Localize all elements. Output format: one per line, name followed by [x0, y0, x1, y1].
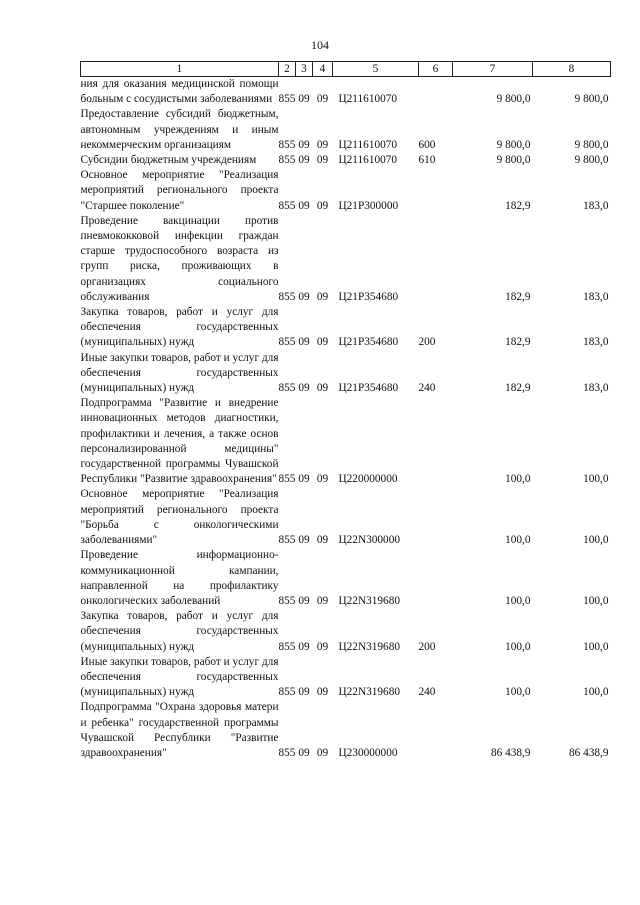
table-row — [81, 396, 611, 487]
cell-expense-type — [419, 548, 453, 609]
table-row — [81, 655, 611, 701]
cell-amount-year-1: 100,0 — [505, 594, 531, 607]
cell-amount-year-2: 9 800,0 — [574, 93, 609, 106]
cell-amount-year-1: 182,9 — [505, 336, 531, 349]
row-name: Основное мероприятие "Реализация мероприятий регионального проекта "Старшее поколение" — [80, 169, 279, 212]
cell-amount-year-1: 9 800,0 — [496, 138, 531, 151]
cell-target-article: Ц230000000 — [338, 746, 398, 759]
cell-section: 09 — [298, 199, 310, 212]
column-header: 7 — [453, 62, 533, 77]
cell-subsection: 09 — [316, 154, 329, 167]
cell-target-article: Ц211610070 — [338, 93, 398, 106]
column-header: 3 — [296, 62, 313, 77]
cell-ministry: 855 — [278, 686, 296, 699]
cell-target-article: Ц22N319680 — [338, 640, 401, 653]
cell-target-article: Ц211610070 — [338, 154, 398, 167]
row-name: Закупка товаров, работ и услуг для обеспечения государственных (муниципальных) нужд — [80, 610, 279, 653]
cell-amount-year-1: 9 800,0 — [496, 93, 531, 106]
cell-section: 09 — [298, 594, 310, 607]
cell-ministry: 855 — [278, 746, 296, 759]
table-row — [81, 609, 611, 655]
cell-target-article: Ц22N300000 — [338, 534, 401, 547]
cell-target-article: Ц21P354680 — [338, 382, 399, 395]
cell-expense-type — [419, 214, 453, 305]
table-row — [81, 700, 611, 761]
cell-target-article: Ц21P354680 — [338, 336, 399, 349]
cell-section: 09 — [298, 138, 310, 151]
cell-ministry: 855 — [278, 199, 296, 212]
cell-section: 09 — [298, 154, 310, 167]
cell-expense-type: 200 — [418, 336, 436, 349]
cell-amount-year-2: 100,0 — [583, 594, 609, 607]
cell-amount-year-2: 183,0 — [583, 336, 609, 349]
cell-ministry: 855 — [278, 594, 296, 607]
cell-expense-type — [419, 396, 453, 487]
cell-amount-year-2: 100,0 — [583, 473, 609, 486]
cell-ministry: 855 — [278, 138, 296, 151]
table-row — [81, 305, 611, 351]
row-name: Основное мероприятие "Реализация мероприятий регионального проекта "Борьба с онкологическими заболеваниями" — [80, 488, 279, 547]
cell-amount-year-2: 100,0 — [583, 640, 609, 653]
cell-section: 09 — [298, 93, 310, 106]
cell-amount-year-2: 183,0 — [583, 290, 609, 303]
row-name: Предоставление субсидий бюджетным, автономным учреждениям и иным некоммерческим организациям — [80, 108, 279, 151]
cell-amount-year-2: 86 438,9 — [568, 746, 609, 759]
cell-amount-year-1: 9 800,0 — [496, 154, 531, 167]
cell-section: 09 — [298, 382, 310, 395]
cell-section: 09 — [298, 746, 310, 759]
cell-subsection: 09 — [316, 290, 329, 303]
cell-subsection: 09 — [316, 336, 329, 349]
row-name: Иные закупки товаров, работ и услуг для обеспечения государственных (муниципальных) нужд — [80, 655, 279, 699]
cell-expense-type: 200 — [418, 640, 436, 653]
column-header: 6 — [419, 62, 453, 77]
cell-section: 09 — [298, 640, 310, 653]
row-name: Субсидии бюджетным учреждениям — [80, 154, 257, 167]
table-row — [81, 214, 611, 305]
cell-expense-type: 240 — [418, 686, 436, 699]
cell-expense-type: 240 — [418, 382, 436, 395]
cell-section: 09 — [298, 686, 310, 699]
cell-amount-year-1: 182,9 — [505, 199, 531, 212]
cell-amount-year-1: 86 438,9 — [490, 746, 531, 759]
row-name: Подпрограмма "Развитие и внедрение инновационных методов диагностики, профилактики и лечения, а также основ персонализированной медицины" государственной программы Чувашской Республики "Развитие здравоохранения" — [80, 397, 279, 486]
cell-ministry: 855 — [278, 534, 296, 547]
cell-target-article: Ц21P354680 — [338, 290, 399, 303]
cell-target-article: Ц220000000 — [338, 473, 398, 486]
cell-target-article: Ц211610070 — [338, 138, 398, 151]
cell-subsection: 09 — [316, 199, 329, 212]
cell-section: 09 — [298, 336, 310, 349]
row-name: Проведение вакцинации против пневмококковой инфекции граждан старше трудоспособного возраста из групп риска, проживающих в организациях социального обслуживания — [80, 214, 279, 303]
row-name: ния для оказания медицинской помощи больным с сосудистыми заболеваниями — [80, 78, 279, 106]
cell-expense-type: 610 — [418, 154, 436, 167]
cell-section: 09 — [298, 290, 310, 303]
cell-ministry: 855 — [278, 336, 296, 349]
cell-expense-type: 600 — [418, 138, 436, 151]
cell-expense-type — [419, 77, 453, 108]
table-body — [81, 77, 611, 762]
cell-subsection: 09 — [316, 640, 329, 653]
table-row — [81, 107, 611, 153]
cell-expense-type — [419, 700, 453, 761]
cell-amount-year-2: 9 800,0 — [574, 154, 609, 167]
cell-amount-year-1: 182,9 — [505, 382, 531, 395]
cell-target-article: Ц21P300000 — [338, 199, 399, 212]
row-name: Проведение информационно-коммуникационной кампании, направленной на профилактику онкологических заболеваний — [80, 549, 279, 607]
page-number: 104 — [311, 38, 329, 52]
cell-expense-type — [419, 487, 453, 548]
cell-amount-year-1: 100,0 — [505, 473, 531, 486]
cell-subsection: 09 — [316, 746, 329, 759]
budget-table — [80, 61, 611, 761]
cell-subsection: 09 — [316, 473, 329, 486]
cell-amount-year-2: 183,0 — [583, 199, 609, 212]
cell-amount-year-2: 100,0 — [583, 686, 609, 699]
cell-amount-year-1: 182,9 — [505, 290, 531, 303]
row-name: Закупка товаров, работ и услуг для обеспечения государственных (муниципальных) нужд — [80, 306, 279, 349]
cell-subsection: 09 — [316, 534, 329, 547]
table-row — [81, 548, 611, 609]
cell-section: 09 — [298, 534, 310, 547]
cell-subsection: 09 — [316, 138, 329, 151]
cell-subsection: 09 — [316, 686, 329, 699]
table-row — [81, 153, 611, 168]
table-row — [81, 487, 611, 548]
cell-subsection: 09 — [316, 594, 329, 607]
column-header: 4 — [313, 62, 333, 77]
cell-ministry: 855 — [278, 93, 296, 106]
cell-ministry: 855 — [278, 290, 296, 303]
cell-amount-year-1: 100,0 — [505, 640, 531, 653]
cell-subsection: 09 — [316, 382, 329, 395]
column-header: 8 — [533, 62, 611, 77]
row-name: Подпрограмма "Охрана здоровья матери и ребенка" государственной программы Чувашской Республики "Развитие здравоохранения" — [80, 701, 279, 759]
row-name: Иные закупки товаров, работ и услуг для обеспечения государственных (муниципальных) нужд — [80, 351, 279, 395]
cell-ministry: 855 — [278, 154, 296, 167]
cell-amount-year-2: 100,0 — [583, 534, 609, 547]
cell-amount-year-1: 100,0 — [505, 686, 531, 699]
cell-target-article: Ц22N319680 — [338, 686, 401, 699]
cell-expense-type — [419, 168, 453, 214]
cell-amount-year-2: 183,0 — [583, 382, 609, 395]
cell-ministry: 855 — [278, 640, 296, 653]
cell-subsection: 09 — [316, 93, 329, 106]
cell-section: 09 — [298, 473, 310, 486]
cell-amount-year-2: 9 800,0 — [574, 138, 609, 151]
column-header: 2 — [279, 62, 296, 77]
table-row — [81, 168, 611, 214]
table-header-row — [81, 62, 611, 77]
cell-ministry: 855 — [278, 382, 296, 395]
table-row — [81, 351, 611, 397]
cell-amount-year-1: 100,0 — [505, 534, 531, 547]
cell-target-article: Ц22N319680 — [338, 594, 401, 607]
column-header: 5 — [333, 62, 419, 77]
cell-ministry: 855 — [278, 473, 296, 486]
table-row — [81, 77, 611, 108]
column-header: 1 — [81, 62, 279, 77]
